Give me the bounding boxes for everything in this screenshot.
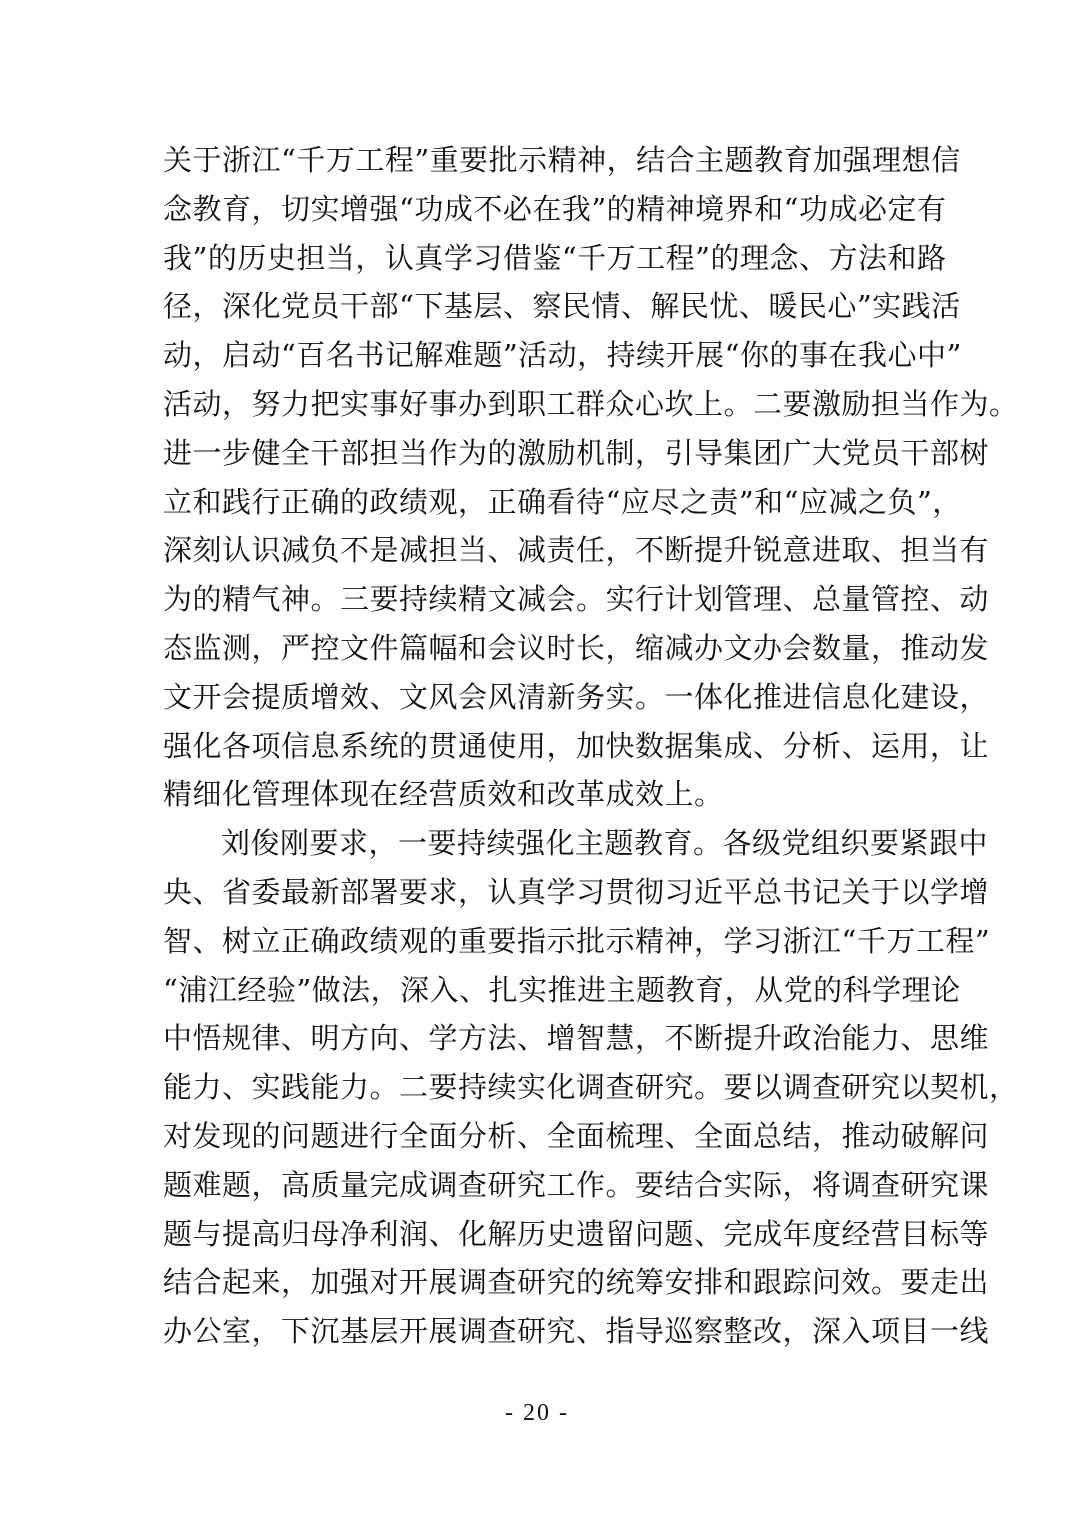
text-line: 对发现的问题进行全面分析、全面梳理、全面总结，推动破解问	[163, 1118, 990, 1153]
text-line: 念教育，切实增强“功成不必在我”的精神境界和“功成必定有	[163, 191, 947, 226]
text-line: “浦江经验”做法，深入、扎实推进主题教育，从党的科学理论	[163, 972, 961, 1007]
text-line: 进一步健全干部担当作为的激励机制，引导集团广大党员干部树	[163, 435, 990, 470]
body-text	[163, 136, 1019, 1356]
text-line: 我”的历史担当，认真学习借鉴“千万工程”的理念、方法和路	[163, 240, 947, 275]
text-line: 能力、实践能力。二要持续实化调查研究。要以调查研究以契机，	[163, 1070, 1019, 1105]
text-line: 中悟规律、明方向、学方法、增智慧，不断提升政治能力、思维	[163, 1021, 990, 1056]
text-line: 精细化管理体现在经营质效和改革成效上。	[163, 777, 724, 812]
paragraph-2	[163, 819, 1019, 1356]
text-line: 结合起来，加强对开展调查研究的统筹安排和跟踪问效。要走出	[163, 1265, 990, 1300]
paragraph-1	[163, 136, 1019, 819]
text-line: 央、省委最新部署要求，认真学习贯彻习近平总书记关于以学增	[163, 874, 990, 909]
text-line: 智、树立正确政绩观的重要指示批示精神，学习浙江“千万工程”	[163, 923, 991, 958]
page-number: - 20 -	[505, 1400, 569, 1426]
text-line: 深刻认识减负不是减担当、减责任，不断提升锐意进取、担当有	[163, 533, 990, 568]
text-line: 题与提高归母净利润、化解历史遗留问题、完成年度经营目标等	[163, 1216, 990, 1251]
text-line: 活动，努力把实事好事办到职工群众心坎上。二要激励担当作为。	[163, 386, 1019, 421]
text-line: 关于浙江“千万工程”重要批示精神，结合主题教育加强理想信	[163, 143, 961, 177]
text-line: 强化各项信息系统的贯通使用，加快数据集成、分析、运用，让	[163, 728, 990, 763]
text-line: 径，深化党员干部“下基层、察民情、解民忧、暖民心”实践活	[163, 289, 961, 324]
text-line: 态监测，严控文件篇幅和会议时长，缩减办文办会数量，推动发	[163, 630, 990, 665]
text-line: 立和践行正确的政绩观，正确看待“应尽之责”和“应减之负”，	[163, 484, 962, 519]
text-line: 题难题，高质量完成调查研究工作。要结合实际，将调查研究课	[163, 1167, 990, 1202]
text-line: 为的精气神。三要持续精文减会。实行计划管理、总量管控、动	[163, 582, 990, 617]
text-line: 办公室，下沉基层开展调查研究、指导巡察整改，深入项目一线	[163, 1314, 990, 1349]
text-line: 动，启动“百名书记解难题”活动，持续开展“你的事在我心中”	[163, 338, 962, 373]
text-line: 刘俊刚要求，一要持续强化主题教育。各级党组织要紧跟中	[221, 826, 989, 861]
text-line: 文开会提质增效、文风会风清新务实。一体化推进信息化建设，	[163, 679, 990, 714]
